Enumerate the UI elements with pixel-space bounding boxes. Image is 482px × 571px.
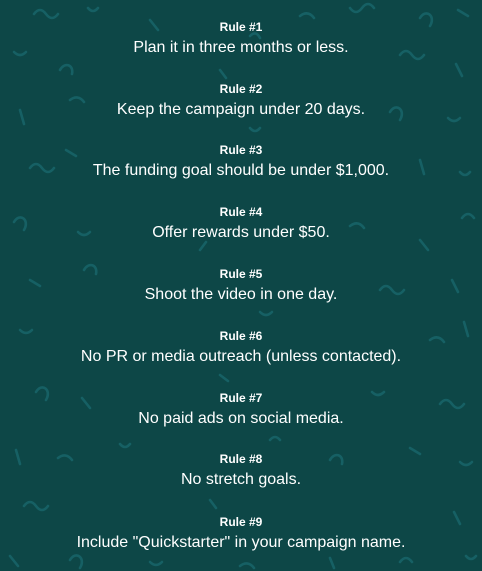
rule-heading: Rule #7	[219, 391, 263, 405]
rule-heading: Rule #9	[219, 515, 263, 529]
rule-text: No stretch goals.	[180, 471, 302, 488]
rule-heading: Rule #8	[219, 452, 263, 466]
rule-heading: Rule #3	[219, 143, 263, 157]
rule-text: Offer rewards under $50.	[152, 224, 330, 241]
rule-heading: Rule #1	[219, 20, 263, 34]
rule-heading: Rule #2	[219, 82, 263, 96]
rule-item	[0, 267, 482, 305]
rule-item	[0, 452, 482, 490]
rule-item	[0, 515, 482, 553]
rule-item	[0, 143, 482, 181]
rule-heading: Rule #4	[219, 205, 263, 219]
rule-text: No PR or media outreach (unless contacted).	[80, 348, 402, 365]
rule-text: The funding goal should be under $1,000.	[92, 162, 390, 179]
rule-item	[0, 329, 482, 367]
rule-item	[0, 20, 482, 58]
rule-text: Keep the campaign under 20 days.	[116, 101, 366, 118]
rule-item	[0, 391, 482, 429]
rule-text: No paid ads on social media.	[138, 410, 344, 427]
rule-text: Shoot the video in one day.	[144, 286, 338, 303]
rule-item	[0, 205, 482, 243]
rule-heading: Rule #6	[219, 329, 263, 343]
rule-text: Plan it in three months or less.	[133, 39, 349, 56]
rule-text: Include "Quickstarter" in your campaign name.	[76, 534, 406, 551]
rule-heading: Rule #5	[219, 267, 263, 281]
rule-item	[0, 82, 482, 120]
